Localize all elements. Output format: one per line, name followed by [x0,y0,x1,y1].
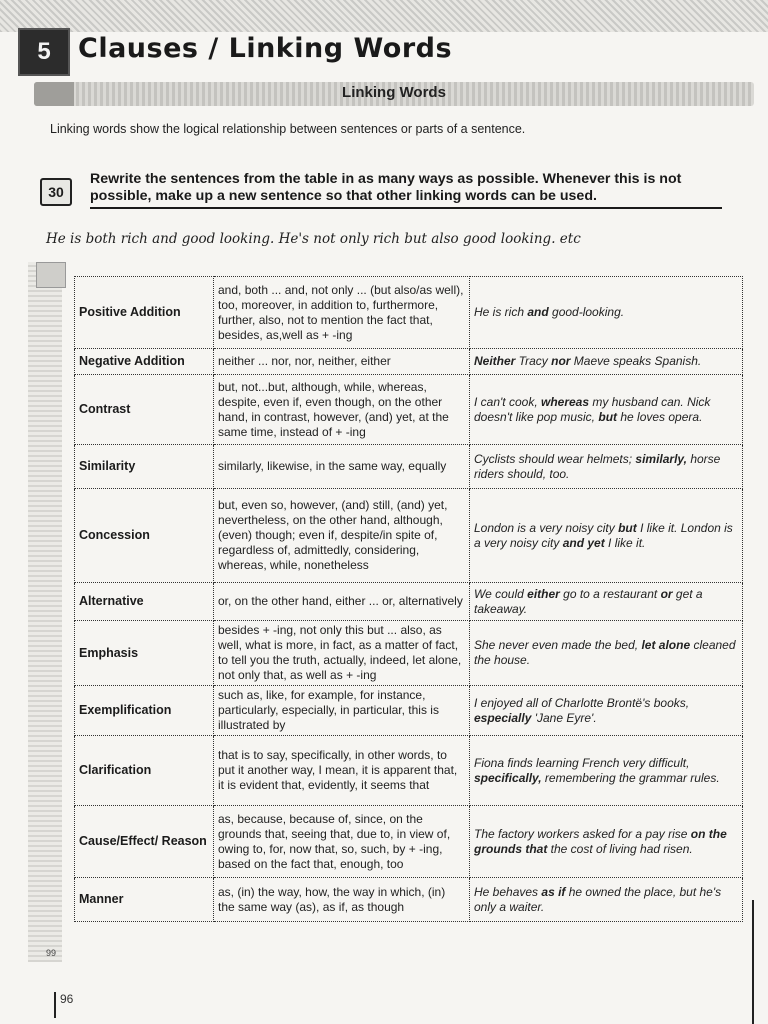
example-text: remembering the grammar rules. [541,770,720,785]
example-text: I like it. London is a very noisy city [474,520,733,550]
linking-words-cell: or, on the other hand, either ... or, alternatively [214,583,470,621]
example-keyword: especially [474,710,532,725]
example-text: She never even made the bed, [474,638,642,652]
category-cell: Similarity [75,445,214,489]
linking-words-cell: as, (in) the way, how, the way in which, (in) the same way (as), as if, as though [214,878,470,922]
example-keyword: on the grounds that [474,826,727,856]
example-cell [470,277,743,349]
exercise-number-badge: 30 [40,178,72,206]
table-row [75,277,743,349]
section-header-bar [34,82,754,106]
right-margin-rule [752,900,754,1024]
example-keyword: as if [541,884,566,899]
table-row [75,349,743,375]
side-texture-strip [28,262,62,962]
example-text: Cyclists should wear helmets; [474,451,636,466]
example-keyword: whereas [541,394,590,409]
example-text: horse riders should, too. [474,451,721,481]
table-row [75,375,743,445]
table-row [75,445,743,489]
example-keyword: specifically, [474,770,542,785]
side-page-number: 99 [46,948,57,958]
example-text: cleaned the house. [474,638,736,667]
table-row [75,736,743,806]
example-cell [470,806,743,878]
table-row [75,686,743,736]
linking-words-cell: neither ... nor, nor, neither, either [214,349,470,375]
category-cell: Manner [75,878,214,922]
linking-words-cell: such as, like, for example, for instance, particularly, especially, in particular, this is illustrated by [214,686,470,736]
table-row [75,489,743,583]
linking-words-table [74,276,743,922]
table-row [75,806,743,878]
category-cell: Alternative [75,583,214,621]
page-number: 96 [54,992,73,1018]
example-text: Maeve speaks Spanish. [570,354,702,368]
example-text: he loves opera. [617,409,703,424]
example-text: He is rich [474,305,528,319]
example-text: We could [474,586,528,601]
example-keyword: and [527,305,549,319]
example-cell [470,445,743,489]
example-keyword: either [527,586,560,601]
example-keyword: but [598,409,618,424]
example-text: go to a restaurant [559,586,661,601]
example-cell [470,489,743,583]
category-cell: Positive Addition [75,277,214,349]
example-text: I enjoyed all of Charlotte Brontë's books, [474,695,690,710]
exercise-instruction: Rewrite the sentences from the table in as many ways as possible. Whenever this is not possible, make up a new sentence so that other linking words can be used. [90,171,722,209]
example-text: the cost of living had risen. [547,841,693,856]
example-cell [470,686,743,736]
example-text: I like it. [604,535,646,550]
linking-words-table-body [75,277,743,922]
example-cell [470,349,743,375]
example-text: Fiona finds learning French very difficult, [474,755,690,770]
linking-words-cell: and, both ... and, not only ... (but also/as well), too, moreover, in addition to, furthermore, further, also, not to mention the fact that, besides, as,well as + -ing [214,277,470,349]
intro-text: Linking words show the logical relationship between sentences or parts of a sentence. [50,122,526,136]
category-cell: Cause/Effect/ Reason [75,806,214,878]
example-keyword: and yet [562,535,605,550]
example-text: 'Jane Eyre'. [531,710,597,725]
example-keyword: let alone [641,638,691,652]
table-row [75,583,743,621]
example-keyword: Neither [474,354,516,368]
example-keyword: but [618,520,637,535]
linking-words-cell: that is to say, specifically, in other words, to put it another way, I mean, it is apparent that, it is evident that, evidently, it seems that [214,736,470,806]
category-cell: Emphasis [75,621,214,686]
example-cell [470,736,743,806]
table-row [75,878,743,922]
example-text: my husband can. Nick doesn't like pop music, [474,394,711,424]
example-keyword: nor [551,354,571,368]
example-text: get a takeaway. [474,586,703,616]
linking-words-cell: similarly, likewise, in the same way, equally [214,445,470,489]
section-title: Linking Words [342,84,446,101]
table-row [75,621,743,686]
example-text: London is a very noisy city [474,520,619,535]
example-cell [470,375,743,445]
category-cell: Concession [75,489,214,583]
unit-title: Clauses / Linking Words [78,33,453,64]
example-cell [470,621,743,686]
example-text: I can't cook, [474,394,541,409]
example-cell [470,583,743,621]
example-text: he owned the place, but he's only a waiter. [474,884,722,914]
example-text: Tracy [515,354,552,368]
side-tab [36,262,66,288]
example-text: He behaves [474,884,542,899]
example-text: The factory workers asked for a pay rise [474,826,691,841]
linking-words-cell: but, even so, however, (and) still, (and) yet, nevertheless, on the other hand, although, (even) though; even if, despite/in spite of, regardless of, admittedly, considering, whereas, while, nonetheless [214,489,470,583]
linking-words-cell: besides + -ing, not only this but ... also, as well, what is more, in fact, as a matter of fact, to tell you the truth, actually, indeed, let alone, not only that, as well as + -ing [214,621,470,686]
category-cell: Negative Addition [75,349,214,375]
example-keyword: similarly, [635,451,687,466]
example-text: good-looking. [548,305,625,319]
linking-words-cell: as, because, because of, since, on the grounds that, seeing that, due to, in view of, owing to, for, now that, so, such, by + -ing, based on the fact that, enough, too [214,806,470,878]
category-cell: Exemplification [75,686,214,736]
top-texture-band [0,0,768,32]
example-cell [470,878,743,922]
category-cell: Clarification [75,736,214,806]
example-sentence: He is both rich and good looking. He's not only rich but also good looking. etc [46,231,581,247]
linking-words-cell: but, not...but, although, while, whereas, despite, even if, even though, on the other hand, in contrast, however, (and) yet, at the same time, instead of + -ing [214,375,470,445]
unit-number-badge: 5 [18,28,70,76]
example-keyword: or [660,586,673,601]
category-cell: Contrast [75,375,214,445]
